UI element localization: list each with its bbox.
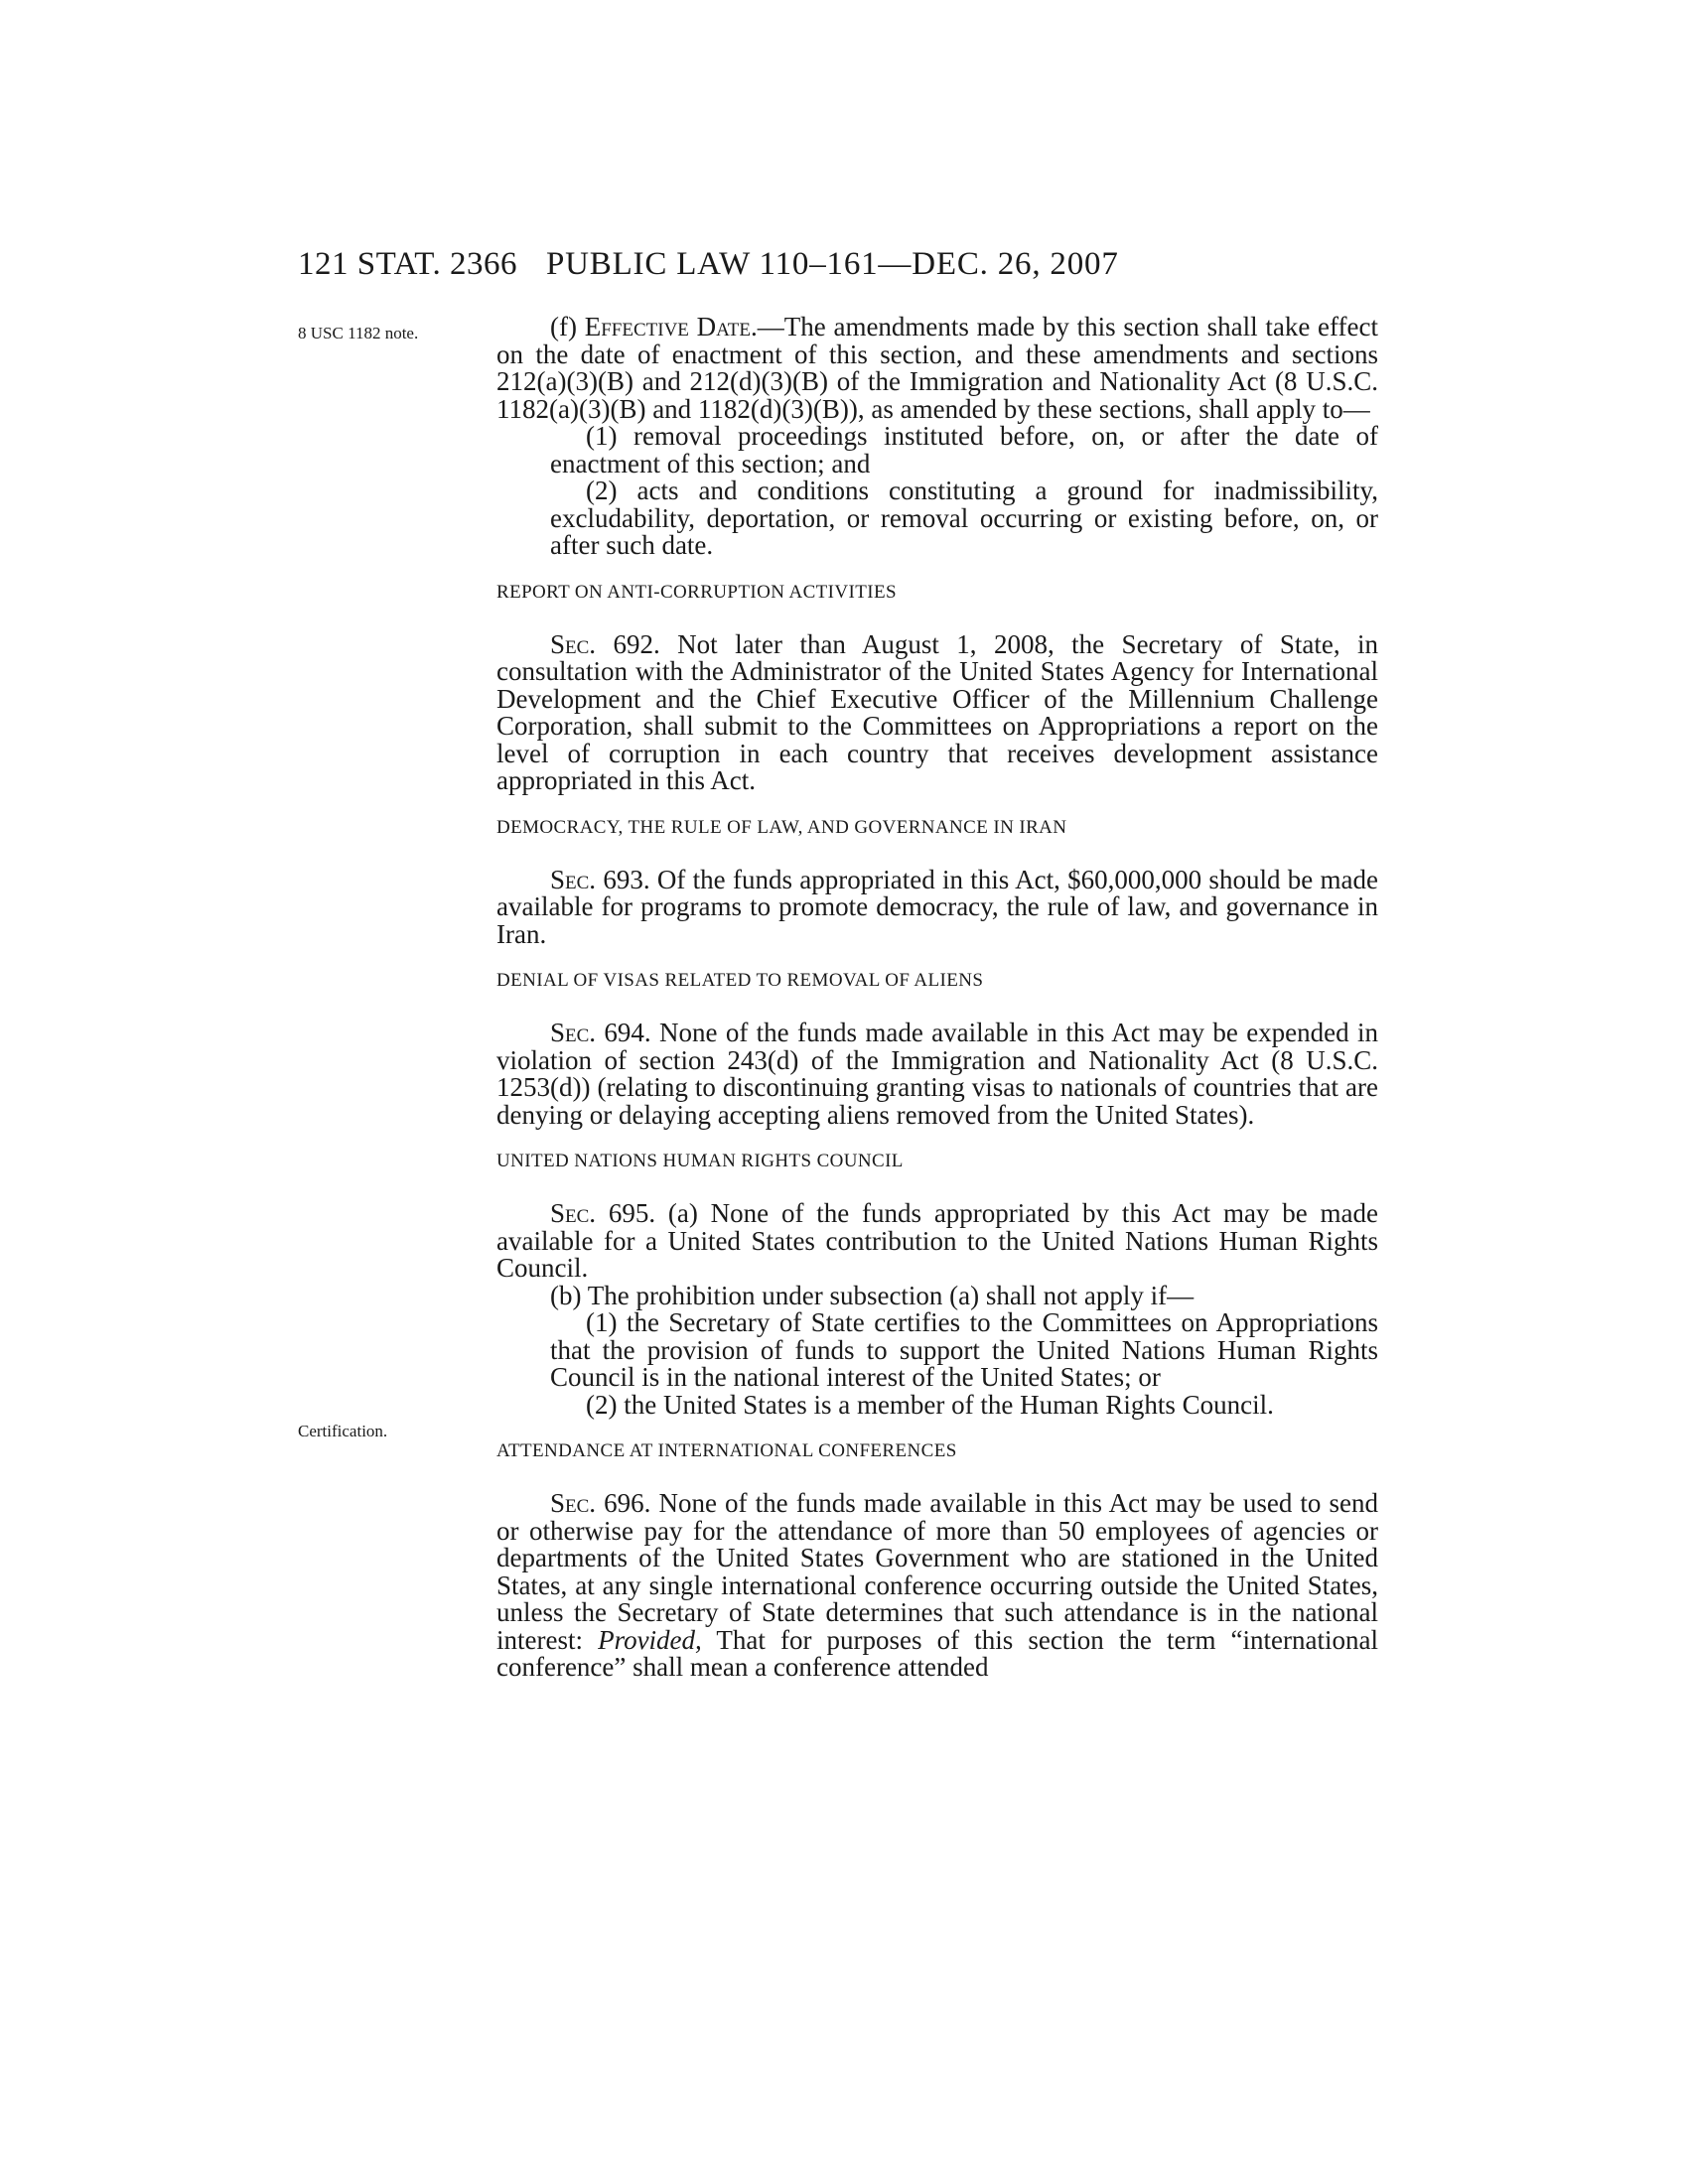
section-695-b: (b) The prohibition under subsection (a) shall not apply if—	[550, 1280, 1195, 1310]
section-heading-695: UNITED NATIONS HUMAN RIGHTS COUNCIL	[496, 1151, 904, 1171]
section-692-paragraph	[496, 628, 1378, 795]
section-693-text: . 693. Of the funds appropriated in this Act, $60,000,000 should be made available for programs to promote democracy, the rule of law, and governance in Iran.	[496, 864, 1378, 949]
subsection-f-label: (f)	[550, 312, 585, 341]
section-label: Sec	[550, 1198, 590, 1228]
provided-term: Provided,	[598, 1624, 702, 1655]
section-heading-696: ATTENDANCE AT INTERNATIONAL CONFERENCES	[496, 1440, 957, 1461]
margin-note-certification: Certification.	[298, 1422, 388, 1440]
section-696-paragraph	[496, 1490, 1378, 1682]
section-694-text: . 694. None of the funds made available in this Act may be expended in violation of section 243(d) of the Immigration and Nationality Act (8 U.S.C. 1253(d)) (relating to discontinuing granting visas to nationals of countries that are denying or delaying accepting aliens removed from the United States).	[496, 1018, 1378, 1130]
section-heading-692: REPORT ON ANTI-CORRUPTION ACTIVITIES	[496, 581, 897, 603]
statute-page-number: 121 STAT. 2366	[298, 246, 518, 282]
section-695-item-2: (2) the United States is a member of the Human Rights Council.	[586, 1389, 1274, 1420]
section-695-paragraph	[496, 1200, 1378, 1283]
section-695-text: . 695. (a) None of the funds appropriated by this Act may be made available for a United States contribution to the United Nations Human Rights Council.	[496, 1198, 1378, 1283]
subsection-f-heading: Effective Date	[584, 312, 751, 341]
subsection-f-paragraph	[496, 314, 1378, 423]
section-label: Sec	[550, 1018, 590, 1047]
section-heading-693: DEMOCRACY, THE RULE OF LAW, AND GOVERNANCE IN IRAN	[496, 816, 1067, 838]
body-text	[496, 314, 1378, 1682]
subsection-f-item-2: (2) acts and conditions constituting a ground for inadmissibility, excludability, deportation, or removal occurring or existing before, on, or after such date.	[550, 476, 1378, 560]
section-heading-694: DENIAL OF VISAS RELATED TO REMOVAL OF ALIENS	[496, 970, 984, 991]
subsection-f-text: .—The amendments made by this section shall take effect on the date of enactment of this section, and these amendments and sections 212(a)(3)(B) and 212(d)(3)(B) of the Immigration and Nationality Act (8 U.S.C. 1182(a)(3)(B) and 1182(d)(3)(B)), as amended by these sections, shall apply to—	[496, 312, 1379, 424]
section-696-text-b: That for purposes of this section the term “international conference” shall mean a conference attended	[496, 1624, 1378, 1682]
section-696-text-a: . 696. None of the funds made available in this Act may be used to send or otherwise pay for the attendance of more than 50 employees of agencies or departments of the United States Government who are stationed in the United States, at any single international conference occurring outside the United States, unless the Secretary of State determines that such attendance is in the national interest:	[496, 1488, 1378, 1655]
section-label: Sec	[550, 1488, 590, 1518]
section-692-text: . 692. Not later than August 1, 2008, the Secretary of State, in consultation with the Administrator of the United States Agency for International Development and the Chief Executive Officer of the Millennium Challenge Corporation, shall submit to the Committees on Appropriations a report on the level of corruption in each country that receives development assistance appropriated in this Act.	[496, 628, 1378, 795]
section-label: Sec	[550, 628, 590, 659]
running-header-title: PUBLIC LAW 110–161—DEC. 26, 2007	[546, 246, 1119, 282]
subsection-f-item-1: (1) removal proceedings instituted before, on, or after the date of enactment of this section; and	[550, 421, 1378, 478]
section-695-item-1: (1) the Secretary of State certifies to the Committees on Appropriations that the provision of funds to support the United Nations Human Rights Council is in the national interest of the United States; or	[550, 1307, 1378, 1392]
section-694-paragraph	[496, 1020, 1378, 1129]
margin-note-usc: 8 USC 1182 note.	[298, 324, 419, 342]
section-693-paragraph	[496, 864, 1378, 949]
section-label: Sec	[550, 864, 590, 894]
